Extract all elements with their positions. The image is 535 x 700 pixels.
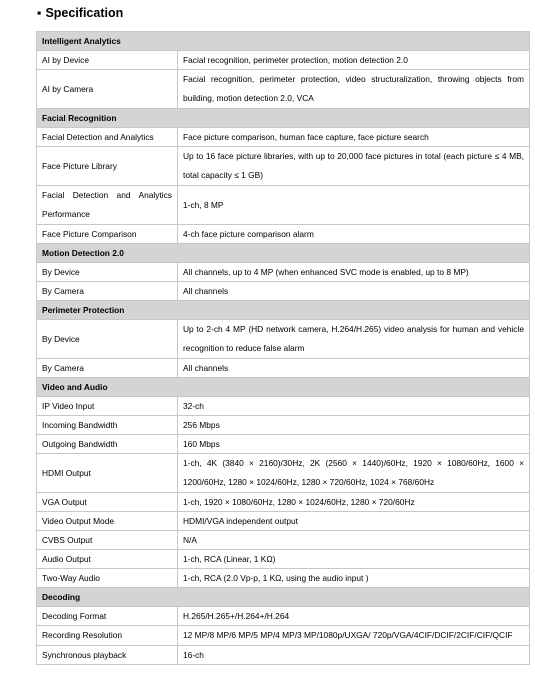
table-row	[37, 646, 530, 665]
table-row	[37, 147, 530, 186]
row-label: Synchronous playback	[37, 646, 178, 665]
row-label: IP Video Input	[37, 397, 178, 416]
table-row	[37, 416, 530, 435]
section-title: Intelligent Analytics	[37, 32, 530, 51]
row-value: 256 Mbps	[178, 416, 530, 435]
row-label: By Device	[37, 320, 178, 359]
row-value: N/A	[178, 531, 530, 550]
row-value: 1-ch, 8 MP	[178, 186, 530, 225]
section-row	[37, 588, 530, 607]
row-value: 12 MP/8 MP/6 MP/5 MP/4 MP/3 MP/1080p/UXGA/ 720p/VGA/4CIF/DCIF/2CIF/CIF/QCIF	[178, 626, 530, 646]
table-row	[37, 282, 530, 301]
table-row	[37, 128, 530, 147]
row-value: 16-ch	[178, 646, 530, 665]
table-row	[37, 550, 530, 569]
row-value: Facial recognition, perimeter protection, motion detection 2.0	[178, 51, 530, 70]
table-row	[37, 435, 530, 454]
section-row	[37, 244, 530, 263]
table-row	[37, 454, 530, 493]
row-label: HDMI Output	[37, 454, 178, 493]
row-value: All channels, up to 4 MP (when enhanced SVC mode is enabled, up to 8 MP)	[178, 263, 530, 282]
row-label: Video Output Mode	[37, 512, 178, 531]
table-row	[37, 51, 530, 70]
row-label: Facial Detection and Analytics	[37, 128, 178, 147]
section-row	[37, 378, 530, 397]
row-value: 1-ch, 1920 × 1080/60Hz, 1280 × 1024/60Hz, 1280 × 720/60Hz	[178, 493, 530, 512]
table-row	[37, 263, 530, 282]
row-value: H.265/H.265+/H.264+/H.264	[178, 607, 530, 626]
row-value: All channels	[178, 282, 530, 301]
section-title: Facial Recognition	[37, 109, 530, 128]
table-row	[37, 626, 530, 646]
row-value: Up to 2-ch 4 MP (HD network camera, H.264/H.265) video analysis for human and vehicle recognition to reduce false alarm	[178, 320, 530, 359]
row-value: HDMI/VGA independent output	[178, 512, 530, 531]
row-value: Face picture comparison, human face capture, face picture search	[178, 128, 530, 147]
row-value: 32-ch	[178, 397, 530, 416]
table-row	[37, 512, 530, 531]
row-value: 4-ch face picture comparison alarm	[178, 225, 530, 244]
bullet-icon: ▪	[37, 6, 42, 20]
row-label: Facial Detection and Analytics Performance	[37, 186, 178, 225]
row-value: Up to 16 face picture libraries, with up to 20,000 face pictures in total (each picture ≤ 4 MB, total capacity ≤ 1 GB)	[178, 147, 530, 186]
row-label: By Camera	[37, 282, 178, 301]
row-label: Incoming Bandwidth	[37, 416, 178, 435]
row-label: CVBS Output	[37, 531, 178, 550]
section-row	[37, 109, 530, 128]
table-row	[37, 607, 530, 626]
table-row	[37, 359, 530, 378]
row-label: By Camera	[37, 359, 178, 378]
section-title: Video and Audio	[37, 378, 530, 397]
row-label: Decoding Format	[37, 607, 178, 626]
row-label: Audio Output	[37, 550, 178, 569]
table-row	[37, 186, 530, 225]
heading-text: Specification	[45, 6, 124, 20]
table-row	[37, 397, 530, 416]
table-row	[37, 569, 530, 588]
row-value: 1-ch, 4K (3840 × 2160)/30Hz, 2K (2560 × 1440)/60Hz, 1920 × 1080/60Hz, 1600 × 1200/60Hz, 1280 × 1024/60Hz, 1280 × 720/60Hz, 1024 × 768/60Hz	[178, 454, 530, 493]
row-label: Face Picture Comparison	[37, 225, 178, 244]
table-row	[37, 320, 530, 359]
row-label: By Device	[37, 263, 178, 282]
specification-table	[36, 31, 530, 665]
row-value: All channels	[178, 359, 530, 378]
table-row	[37, 70, 530, 109]
row-label: AI by Camera	[37, 70, 178, 109]
section-heading	[37, 6, 123, 20]
table-row	[37, 531, 530, 550]
row-label: AI by Device	[37, 51, 178, 70]
row-label: Outgoing Bandwidth	[37, 435, 178, 454]
table-row	[37, 493, 530, 512]
section-title: Decoding	[37, 588, 530, 607]
section-title: Perimeter Protection	[37, 301, 530, 320]
row-value: Facial recognition, perimeter protection, video structuralization, throwing objects from building, motion detection 2.0, VCA	[178, 70, 530, 109]
row-value: 1-ch, RCA (Linear, 1 KΩ)	[178, 550, 530, 569]
row-value: 160 Mbps	[178, 435, 530, 454]
row-value: 1-ch, RCA (2.0 Vp-p, 1 KΩ, using the audio input )	[178, 569, 530, 588]
section-title: Motion Detection 2.0	[37, 244, 530, 263]
row-label: Face Picture Library	[37, 147, 178, 186]
row-label: Two-Way Audio	[37, 569, 178, 588]
row-label: VGA Output	[37, 493, 178, 512]
section-row	[37, 301, 530, 320]
section-row	[37, 32, 530, 51]
table-row	[37, 225, 530, 244]
row-label: Recording Resolution	[37, 626, 178, 646]
